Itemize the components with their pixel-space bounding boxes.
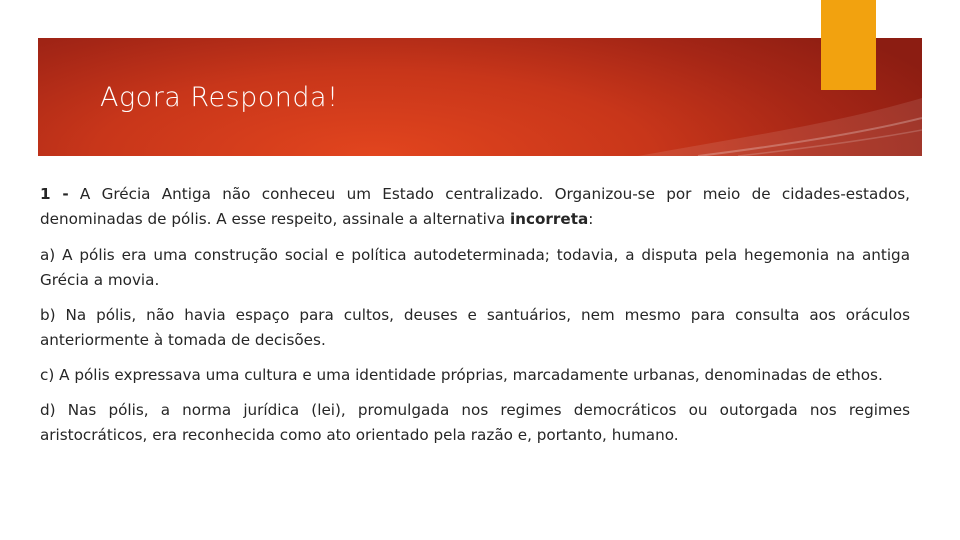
option-b: b) Na pólis, não havia espaço para cultos, deuses e santuários, nem mesmo para consulta aos oráculos anteriormente à tomada de decisões. — [40, 306, 910, 349]
question-text-after: : — [588, 210, 594, 228]
orange-accent-tab — [821, 0, 876, 90]
question-text — [40, 182, 910, 232]
question-text-before: A Grécia Antiga não conheceu um Estado centralizado. Organizou-se por meio de cidades-estados, denominadas de pólis. A esse respeito, assinale a alternativa — [40, 185, 910, 228]
option-d: d) Nas pólis, a norma jurídica (lei), promulgada nos regimes democráticos ou outorgada nos regimes aristocráticos, era reconhecida como ato orientado pela razão e, portanto, humano. — [40, 401, 910, 444]
option-c: c) A pólis expressava uma cultura e uma identidade próprias, marcadamente urbanas, denominadas de ethos. — [40, 366, 883, 384]
option-a: a) A pólis era uma construção social e política autodeterminada; todavia, a disputa pela hegemonia na antiga Grécia a movia. — [40, 246, 910, 289]
slide-title: Agora Responda! — [100, 82, 339, 113]
question-number: 1 - — [40, 185, 69, 203]
question-content — [40, 182, 910, 458]
question-emphasis: incorreta — [509, 210, 589, 228]
